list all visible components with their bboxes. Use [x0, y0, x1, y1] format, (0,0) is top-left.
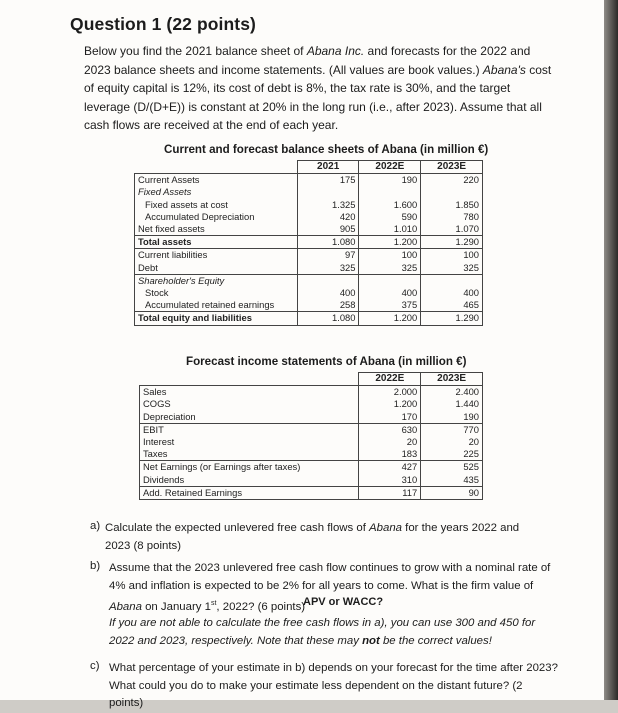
table-row: Shareholder's Equity — [135, 274, 483, 287]
year-header: 2022E — [359, 373, 421, 386]
part-b-hint: If you are not able to calculate the free cash flows in a), you can use 300 and 450 for 2022 and 2023, respectively. Note that these may not be the correct values! — [109, 617, 536, 647]
question-title: Question 1 (22 points) — [70, 14, 256, 34]
table-row: Accumulated retained earnings 258 375 465 — [135, 299, 483, 312]
table-row: Interest 20 20 — [140, 436, 483, 448]
table-row: Total assets 1.080 1.200 1.290 — [135, 236, 483, 249]
part-c-label: c) — [90, 660, 100, 672]
income-statement-table — [139, 372, 483, 500]
part-b-text: Assume that the 2023 unlevered free cash flow continues to grow with a nominal rate of 4% and inflation is expected to be 2% for all years to come. What is the firm value of Abana on January 1st, 2022? (6 points) — [109, 562, 551, 613]
part-a-label: a) — [90, 520, 101, 532]
table-row: Dividends 310 435 — [140, 474, 483, 487]
table-row: Net Earnings (or Earnings after taxes) 427 525 — [140, 461, 483, 474]
balance-sheet-table — [134, 160, 483, 326]
income-header — [140, 373, 483, 386]
year-header: 2022E — [359, 161, 421, 174]
table-row: Sales 2.000 2.400 — [140, 386, 483, 399]
table-row: Taxes 183 225 — [140, 448, 483, 461]
table-row: Total equity and liabilities 1.080 1.200 1.290 — [135, 312, 483, 325]
table-row: Debt 325 325 325 — [135, 262, 483, 275]
page-edge-shadow — [604, 0, 618, 700]
method-choice: APV or WACC? — [303, 596, 384, 608]
table-row: EBIT 630 770 — [140, 423, 483, 436]
table-row: COGS 1.200 1.440 — [140, 398, 483, 410]
table-row: Add. Retained Earnings 117 90 — [140, 486, 483, 499]
income-statement-caption: Forecast income statements of Abana (in million €) — [186, 355, 467, 368]
year-header: 2023E — [421, 373, 483, 386]
table-row: Stock 400 400 400 — [135, 287, 483, 299]
part-b-label: b) — [90, 560, 101, 572]
table-row: Fixed Assets — [135, 186, 483, 198]
year-header: 2023E — [421, 161, 483, 174]
table-row: Fixed assets at cost 1.325 1.600 1.850 — [135, 199, 483, 211]
part-c-text: What percentage of your estimate in b) depends on your forecast for the time after 2023? What could you do to make your estimate less dependent on the distant future? (2 points) — [109, 662, 558, 709]
table-row: Current liabilities 97 100 100 — [135, 249, 483, 262]
table-row: Accumulated Depreciation 420 590 780 — [135, 211, 483, 223]
table-row: Current Assets 175 190 220 — [135, 174, 483, 187]
balance-sheet-caption: Current and forecast balance sheets of Abana (in million €) — [164, 143, 489, 156]
table-row: Depreciation 170 190 — [140, 411, 483, 424]
year-header: 2021 — [297, 161, 359, 174]
part-a-text: Calculate the expected unlevered free cash flows of Abana for the years 2022 and 2023 (8 points) — [105, 522, 520, 552]
table-row: Net fixed assets 905 1.010 1.070 — [135, 223, 483, 236]
question-intro: Below you find the 2021 balance sheet of Abana Inc. and forecasts for the 2022 and 2023 balance sheets and income statements. (All values are book values.) Abana's cost of equity capital is 12%, its cost of debt is 8%, the tax rate is 30%, and the target leverage (D/(D+E)) is constant at 20% in the long run (i.e., after 2023). Assume that all cash flows are received at the end of each year. — [84, 44, 552, 132]
balance-sheet-header — [135, 161, 483, 174]
